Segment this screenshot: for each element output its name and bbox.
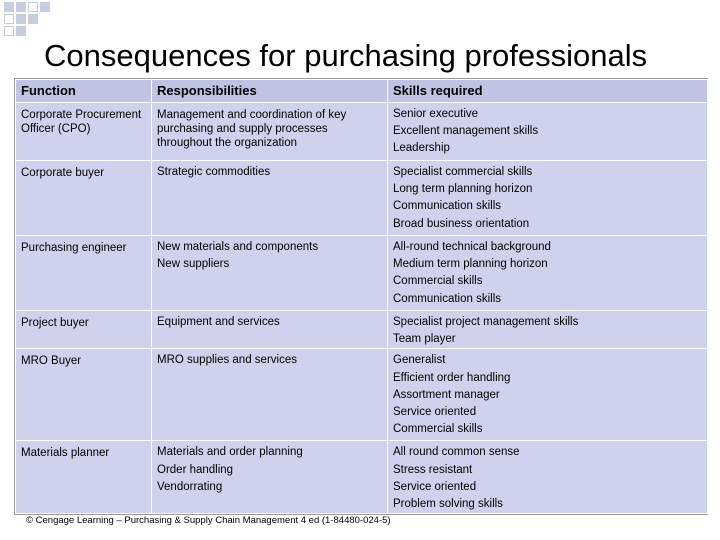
copyright-footer: © Cengage Learning – Purchasing & Supply Chain Management 4 ed (1-84480-024-5) bbox=[26, 515, 391, 526]
responsibility-item: MRO supplies and services bbox=[157, 354, 297, 367]
skill-item: Commercial skills bbox=[393, 275, 483, 288]
responsibility-item: Vendorrating bbox=[157, 480, 223, 493]
skill-item: Communication skills bbox=[393, 292, 502, 305]
skills-cell bbox=[388, 441, 708, 514]
responsibility-item: Strategic commodities bbox=[157, 166, 271, 178]
skills-cell bbox=[388, 311, 708, 349]
skill-item: Service oriented bbox=[393, 406, 477, 419]
responsibilities-cell bbox=[152, 311, 388, 349]
function-cell: Purchasing engineer bbox=[16, 236, 152, 311]
skill-item: Communication skills bbox=[393, 200, 502, 213]
skill-item: Efficient order handling bbox=[393, 371, 511, 384]
skill-item: Stress resistant bbox=[393, 463, 473, 476]
skill-item: Excellent management skills bbox=[393, 125, 539, 138]
responsibility-item: Materials and order planning bbox=[157, 446, 303, 459]
purchasing-roles-table bbox=[14, 78, 708, 515]
function-cell: Materials planner bbox=[16, 441, 152, 514]
function-cell: Corporate buyer bbox=[16, 161, 152, 236]
skill-item: Service oriented bbox=[393, 480, 477, 493]
skill-item: Specialist project management skills bbox=[393, 316, 579, 328]
table-row bbox=[16, 161, 708, 236]
skills-cell bbox=[388, 103, 708, 161]
responsibilities-cell bbox=[152, 236, 388, 311]
responsibilities-cell bbox=[152, 441, 388, 514]
responsibilities-cell bbox=[152, 103, 388, 161]
table-row bbox=[16, 349, 708, 441]
skill-item: Assortment manager bbox=[393, 388, 500, 401]
skills-cell bbox=[388, 349, 708, 441]
skills-cell bbox=[388, 161, 708, 236]
table-row bbox=[16, 236, 708, 311]
table-row bbox=[16, 311, 708, 349]
responsibility-item: Order handling bbox=[157, 463, 234, 476]
skill-item: Broad business orientation bbox=[393, 217, 530, 230]
skill-item: All round common sense bbox=[393, 446, 520, 459]
header-responsibilities: Responsibilities bbox=[152, 80, 388, 103]
skill-item: Senior executive bbox=[393, 108, 479, 120]
table-row bbox=[16, 103, 708, 161]
responsibility-item: New suppliers bbox=[157, 258, 230, 271]
responsibility-item: Equipment and services bbox=[157, 316, 280, 328]
header-function: Function bbox=[16, 80, 152, 103]
header-skills-required: Skills required bbox=[388, 80, 708, 103]
function-cell: Corporate Procurement Officer (CPO) bbox=[16, 103, 152, 161]
skills-cell bbox=[388, 236, 708, 311]
skill-item: Team player bbox=[393, 333, 456, 346]
table-header-row bbox=[16, 80, 708, 103]
skill-item: All-round technical background bbox=[393, 241, 551, 253]
skill-item: Specialist commercial skills bbox=[393, 166, 533, 178]
skill-item: Medium term planning horizon bbox=[393, 258, 548, 271]
responsibilities-cell bbox=[152, 349, 388, 441]
table-row bbox=[16, 441, 708, 514]
skill-item: Long term planning horizon bbox=[393, 183, 533, 196]
responsibility-item: Management and coordination of key purchasing and supply processes throughout the organization bbox=[157, 109, 347, 149]
slide-title: Consequences for purchasing professionals bbox=[44, 38, 648, 73]
responsibility-item: New materials and components bbox=[157, 241, 319, 253]
skill-item: Commercial skills bbox=[393, 423, 483, 436]
function-cell: MRO Buyer bbox=[16, 349, 152, 441]
responsibilities-cell bbox=[152, 161, 388, 236]
function-cell: Project buyer bbox=[16, 311, 152, 349]
skill-item: Leadership bbox=[393, 142, 450, 155]
skill-item: Generalist bbox=[393, 354, 446, 367]
skill-item: Problem solving skills bbox=[393, 498, 503, 511]
